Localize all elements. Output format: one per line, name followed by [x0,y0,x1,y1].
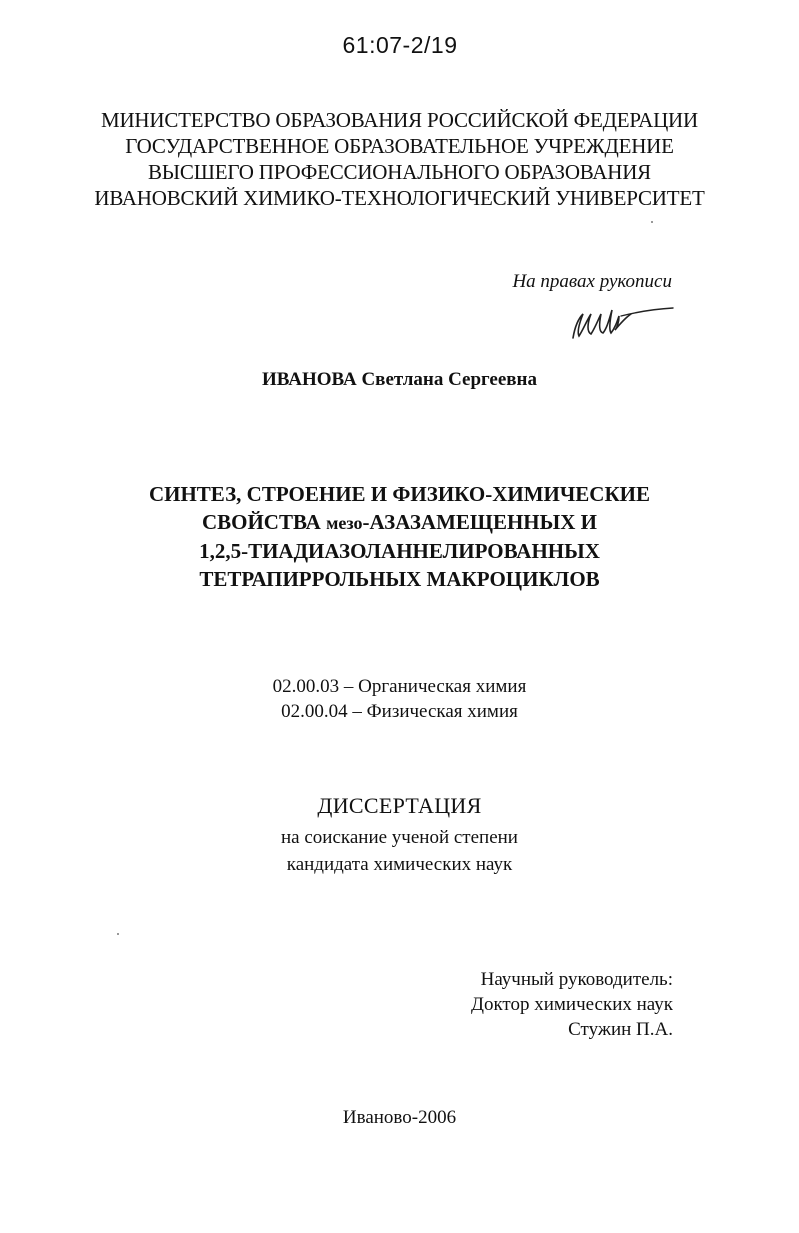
supervisor-degree: Доктор химических наук [470,994,673,1015]
specialty-line: 02.00.04 – Физическая химия [281,701,518,722]
title-line: 1,2,5-ТИАДИАЗОЛАННЕЛИРОВАННЫХ [199,539,600,563]
ministry-header [0,107,799,211]
ministry-line: ИВАНОВСКИЙ ХИМИКО-ТЕХНОЛОГИЧЕСКИЙ УНИВЕРСИТЕТ [94,186,705,210]
signature [565,300,675,344]
dissertation-title [0,480,799,593]
supervisor-block [471,967,673,1042]
title-line: СИНТЕЗ, СТРОЕНИЕ И ФИЗИКО-ХИМИЧЕСКИЕ [148,482,651,506]
archive-code: 61:07-2/19 [342,32,458,58]
ministry-line: ВЫСШЕГО ПРОФЕССИОНАЛЬНОГО ОБРАЗОВАНИЯ [148,160,651,184]
specialty-line: 02.00.03 – Органическая химия [272,676,527,697]
rights-note: На правах рукописи [512,271,672,292]
scan-speck [117,933,119,935]
ministry-line: ГОСУДАРСТВЕННОЕ ОБРАЗОВАТЕЛЬНОЕ УЧРЕЖДЕНИЕ [125,134,674,158]
scan-speck [651,221,653,223]
title-line: ТЕТРАПИРРОЛЬНЫХ МАКРОЦИКЛОВ [199,567,600,591]
author-name: ИВАНОВА Светлана Сергеевна [261,369,538,390]
degree-line: кандидата химических наук [286,854,513,875]
title-fragment-meso: мезо [326,513,363,533]
title-line [0,508,799,537]
title-fragment: СВОЙСТВА [201,510,327,534]
ministry-line: МИНИСТЕРСТВО ОБРАЗОВАНИЯ РОССИЙСКОЙ ФЕДЕРАЦИИ [100,108,698,132]
title-fragment: -АЗАЗАМЕЩЕННЫХ И [362,510,598,534]
supervisor-label: Научный руководитель: [480,969,673,990]
degree-line: на соискание ученой степени [281,827,518,848]
dissertation-heading: ДИССЕРТАЦИЯ [317,793,482,818]
city-year: Иваново-2006 [342,1107,457,1128]
degree-description [0,824,799,878]
specialties [0,674,799,724]
supervisor-name: Стужин П.А. [568,1019,673,1040]
